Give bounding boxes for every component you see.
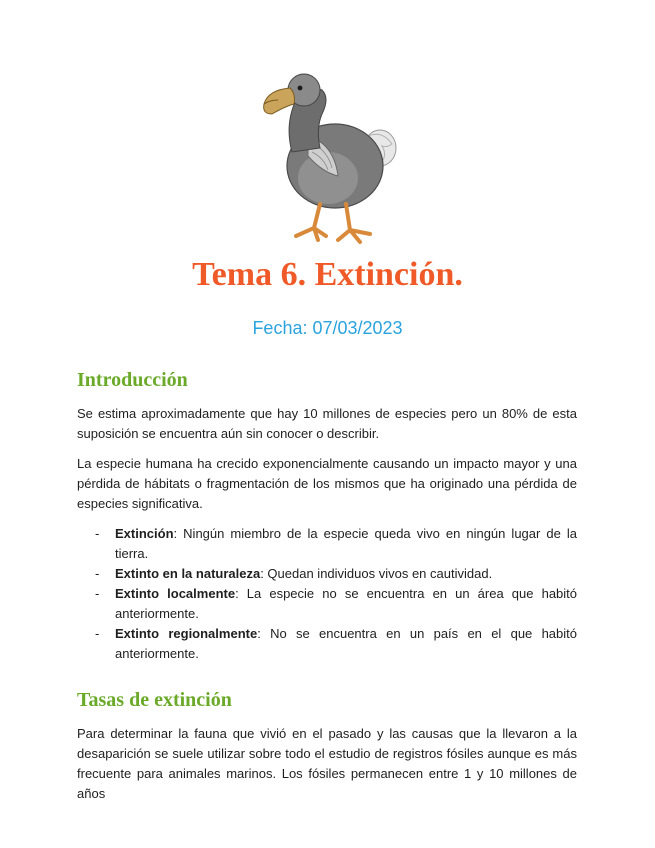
list-item [77, 524, 577, 564]
paragraph: Se estima aproximadamente que hay 10 millones de especies pero un 80% de esta suposición se encuentra aún sin conocer o describir. [77, 406, 577, 441]
list-marker: - [95, 526, 100, 541]
list-marker: - [95, 586, 100, 601]
list-item [77, 564, 577, 584]
list-item [77, 584, 577, 624]
section-heading-tasas-de-extincion: Tasas de extinción [77, 689, 232, 711]
definition-list [77, 524, 577, 664]
list-term: Extinción [115, 526, 174, 541]
list-marker: - [95, 626, 100, 641]
list-text: : La especie no se encuentra en un área que habitó anteriormente. [115, 586, 578, 621]
list-item [77, 624, 577, 664]
paragraph: Para determinar la fauna que vivió en el pasado y las causas que la llevaron a la desaparición se suele utilizar sobre todo el estudio de registros fósiles aunque es más frecuente para animales marinos. Los fósiles permanecen entre 1 y 10 millones de años [77, 726, 577, 801]
list-term: Extinto regionalmente [115, 626, 258, 641]
document-date: Fecha: 07/03/2023 [252, 318, 403, 338]
list-text: : No se encuentra en un país en el que habitó anteriormente. [115, 626, 577, 661]
dodo-bird-icon [250, 66, 410, 250]
list-term: Extinto localmente [115, 586, 236, 601]
list-text: : Quedan individuos vivos en cautividad. [260, 566, 493, 581]
document-title: Tema 6. Extinción. [192, 256, 463, 293]
list-term: Extinto en la naturaleza [115, 566, 261, 581]
document-body [77, 366, 577, 814]
section-heading-introduccion: Introducción [77, 369, 188, 391]
list-marker: - [95, 566, 100, 581]
list-text: : Ningún miembro de la especie queda vivo en ningún lugar de la tierra. [115, 526, 577, 561]
paragraph: La especie humana ha crecido exponencialmente causando un impacto mayor y una pérdida de hábitats o fragmentación de los mismos que ha originado una pérdida de especies significativa. [77, 456, 577, 511]
